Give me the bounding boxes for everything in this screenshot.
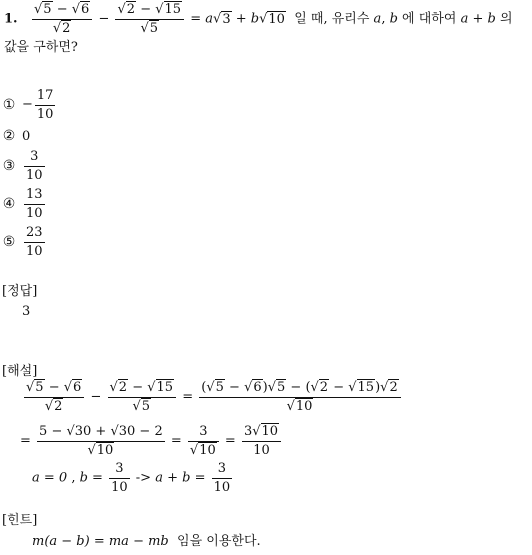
option-mark: ④ (2, 195, 16, 212)
option-mark: ③ (2, 157, 16, 174)
option-1[interactable]: ① − $\frac{17}{10}$ (2, 88, 54, 122)
answer-label: [정답] (2, 284, 38, 299)
option-2[interactable]: ② 0 (2, 128, 31, 144)
option-5[interactable]: ⑤ $\frac{23}{10}$ (2, 225, 43, 259)
question-condition: 일 때, 유리수 (294, 11, 370, 27)
question-line2: 값을 구하면? (4, 40, 78, 55)
solution-label: [해설] (2, 364, 38, 379)
hint-line (32, 534, 261, 550)
fraction: $\frac{√5 - √6}{√2}$ (32, 2, 92, 36)
hint-text: 임을 이용한다. (177, 534, 261, 549)
hint-formula: m(a − b) = ma − mb (32, 534, 169, 549)
fraction: $\frac{√2 - √15}{√5}$ (115, 2, 184, 36)
option-mark: ⑤ (2, 233, 16, 250)
question: 1. $\frac{√5 - √6}{√2}$ − $\frac{√2 - √15}{√5}$ = a√3 + b√10 일 때, 유리수 a, b 에 대하여 a + b 의 (4, 2, 513, 36)
option-mark: ② (2, 128, 16, 144)
solution-line-2: = $\frac{5 - √30 + √30 - 2}{√10}$ = $\frac{3}{√10}$ = $\frac{3√10}{10}$ (20, 424, 283, 458)
hint-label: [힌트] (2, 513, 38, 528)
solution-line-3: a = 0 , b = $\frac{3}{10}$ -> a + b = $\frac{3}{10}$ (32, 461, 231, 495)
option-3[interactable]: ③ $\frac{3}{10}$ (2, 149, 43, 183)
question-number: 1. (4, 11, 18, 27)
option-mark: ① (2, 96, 16, 113)
option-4[interactable]: ④ $\frac{13}{10}$ (2, 187, 43, 221)
answer-value: 3 (22, 304, 31, 319)
solution-line-1: $\frac{√5 - √6}{√2}$ − $\frac{√2 - √15}{√5}$ = $\frac{(√5 - √6)√5 - (√2 - √15)√2}{√10}$ (22, 380, 403, 414)
